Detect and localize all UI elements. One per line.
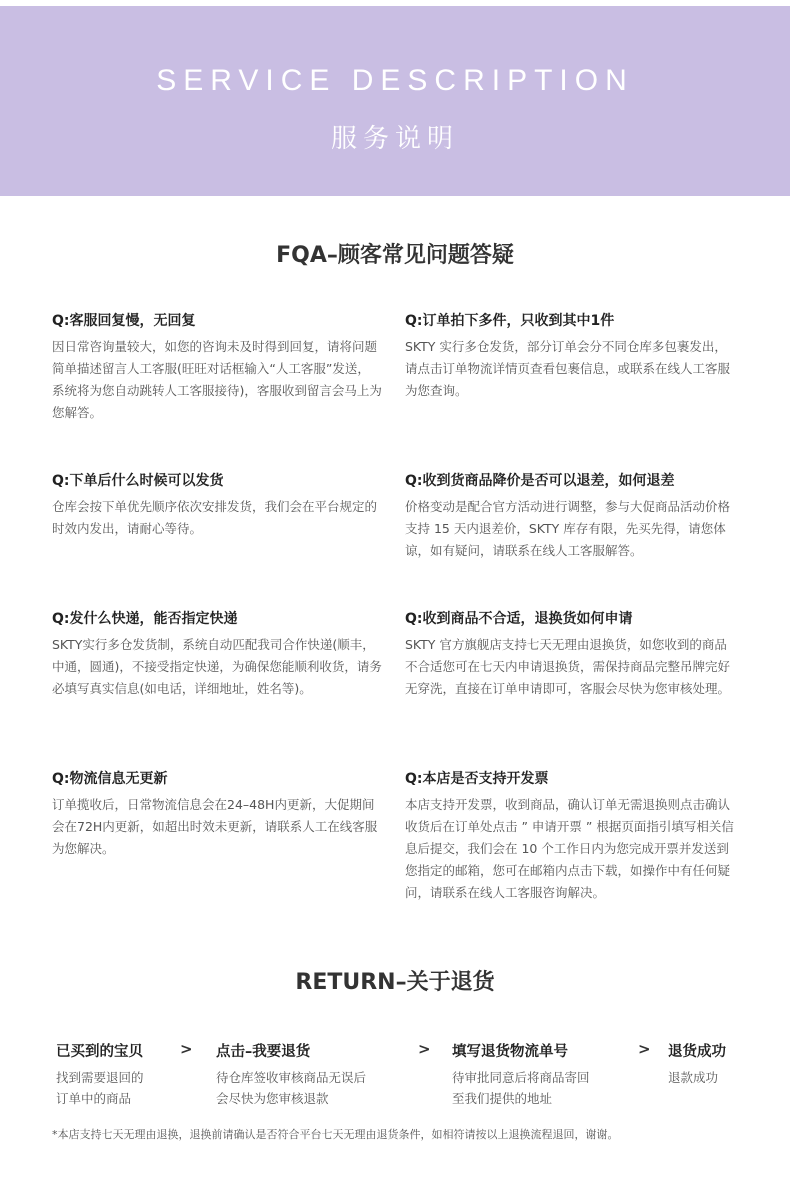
return-step-desc-line: 订单中的商品 <box>56 1091 132 1106</box>
faq-question: Q:本店是否支持开发票 <box>405 771 549 787</box>
faq-question: Q:发什么快递，能否指定快递 <box>52 611 238 627</box>
return-step-desc <box>668 1067 718 1088</box>
step-arrow-icon: > <box>638 1040 651 1058</box>
faq-answer: 订单揽收后，日常物流信息会在24–48H内更新，大促期间会在72H内更新，如超出时效未更新，请联系人工在线客服为您解决。 <box>52 797 378 856</box>
faq-item <box>405 310 735 402</box>
faq-section-title: FQA–顾客常见问题答疑 <box>276 243 514 268</box>
return-step-title: 已买到的宝贝 <box>56 1044 143 1060</box>
return-section-title: RETURN–关于退货 <box>295 970 495 995</box>
return-step-desc-line: 待审批同意后将商品寄回 <box>452 1070 590 1085</box>
banner-title-cn: 服务说明 <box>330 124 459 154</box>
return-step-title: 退货成功 <box>668 1044 726 1060</box>
return-step-desc-line: 退款成功 <box>668 1070 719 1085</box>
step-arrow-icon: > <box>180 1040 193 1058</box>
faq-answer: SKTY 官方旗舰店支持七天无理由退换货，如您收到的商品不合适您可在七天内申请退换货，需保持商品完整吊牌完好无穿洗，直接在订单申请即可，客服会尽快为您审核处理。 <box>405 637 731 696</box>
faq-item <box>405 608 735 700</box>
banner-title-en: SERVICE DESCRIPTION <box>156 64 634 97</box>
faq-item <box>405 768 735 904</box>
faq-question: Q:订单拍下多件，只收到其中1件 <box>405 313 615 329</box>
faq-item <box>52 768 382 860</box>
return-step-title: 填写退货物流单号 <box>452 1044 568 1060</box>
return-step-desc-line: 至我们提供的地址 <box>452 1091 553 1106</box>
faq-question: Q:客服回复慢，无回复 <box>52 313 196 329</box>
return-step-desc-line: 会尽快为您审核退款 <box>216 1091 329 1106</box>
step-arrow-icon: > <box>418 1040 431 1058</box>
faq-question: Q:收到货商品降价是否可以退差，如何退差 <box>405 473 675 489</box>
return-step-desc-line: 找到需要退回的 <box>56 1070 144 1085</box>
faq-answer: 本店支持开发票，收到商品，确认订单无需退换则点击确认收货后在订单处点击 ” 申请开票 ” 根据页面指引填写相关信息后提交，我们会在 10 个工作日内为您完成开票并发送到您指定的邮箱，您可在邮箱内点击下载，如操作中有任何疑问，请联系在线人工客服咨询解决。 <box>405 797 734 900</box>
faq-item <box>52 470 382 540</box>
return-step-title: 点击–我要退货 <box>216 1044 311 1060</box>
faq-answer: 仓库会按下单优先顺序依次安排发货，我们会在平台规定的时效内发出，请耐心等待。 <box>52 499 378 536</box>
faq-item <box>405 470 735 562</box>
faq-answer: 价格变动是配合官方活动进行调整，参与大促商品活动价格支持 15 天内退差价，SKTY 库存有限，先买先得，请您体谅，如有疑问，请联系在线人工客服解答。 <box>405 499 731 558</box>
return-footnote: *本店支持七天无理由退换，退换前请确认是否符合平台七天无理由退货条件，如相符请按以上退换流程退回，谢谢。 <box>52 1128 619 1141</box>
faq-item <box>52 310 382 424</box>
faq-answer: SKTY实行多仓发货制，系统自动匹配我司合作快递(顺丰，中通，圆通)，不接受指定快递，为确保您能顺利收货，请务必填写真实信息(如电话，详细地址，姓名等)。 <box>52 637 382 696</box>
faq-answer: 因日常咨询量较大，如您的咨询未及时得到回复，请将问题简单描述留言人工客服(旺旺对话框输入“人工客服”发送，系统将为您自动跳转人工客服接待)，客服收到留言会马上为您解答。 <box>52 339 382 420</box>
faq-question: Q:收到商品不合适，退换货如何申请 <box>405 611 633 627</box>
faq-question: Q:下单后什么时候可以发货 <box>52 473 224 489</box>
return-step-desc <box>216 1067 366 1109</box>
return-step-desc <box>452 1067 590 1109</box>
header-banner <box>0 6 790 196</box>
return-step-desc <box>56 1067 144 1109</box>
faq-answer: SKTY 实行多仓发货，部分订单会分不同仓库多包裹发出，请点击订单物流详情页查看包裹信息，或联系在线人工客服为您查询。 <box>405 339 731 398</box>
faq-question: Q:物流信息无更新 <box>52 771 168 787</box>
faq-item <box>52 608 382 700</box>
return-step-desc-line: 待仓库签收审核商品无误后 <box>216 1070 367 1085</box>
